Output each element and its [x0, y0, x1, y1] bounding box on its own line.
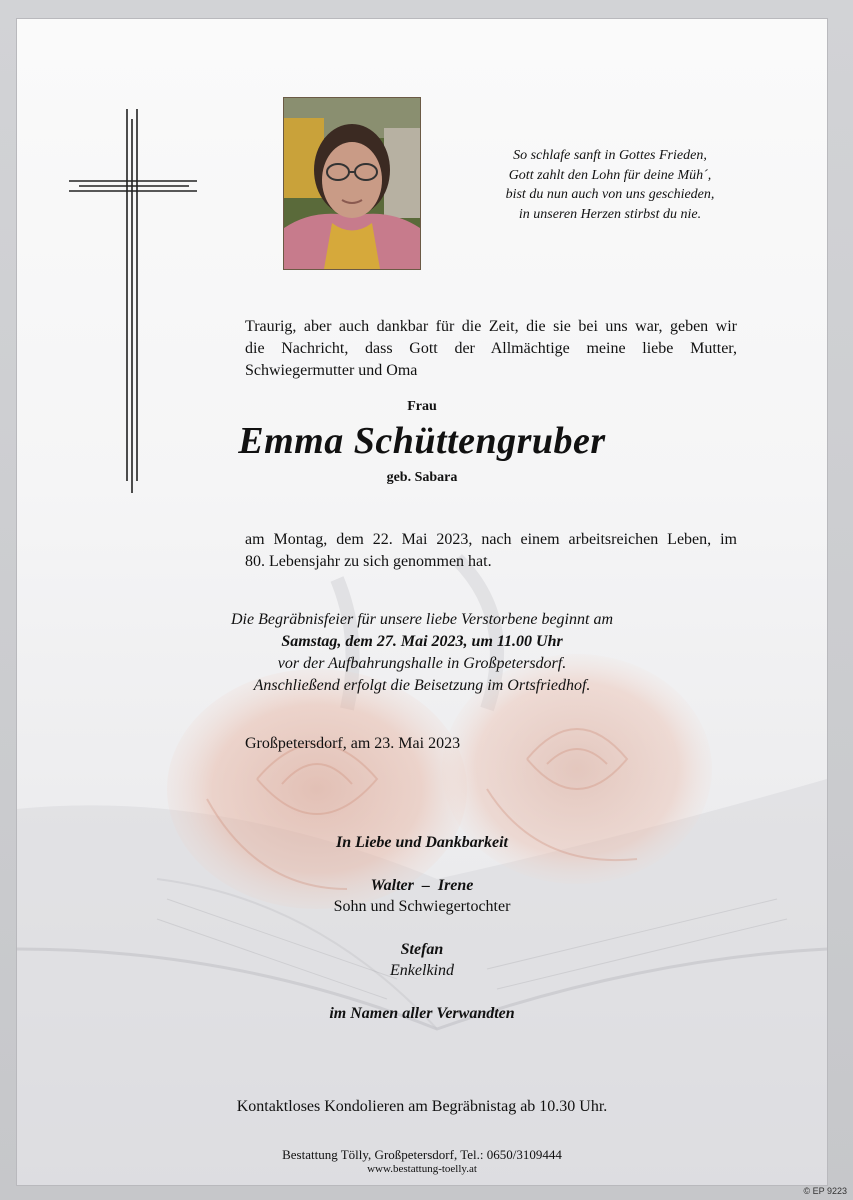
poem	[457, 146, 763, 224]
poem-line: Gott zahlt den Lohn für deine Müh´,	[508, 167, 712, 183]
obituary-sheet	[16, 18, 828, 1186]
intro-line: die Nachricht, dass Gott der Allmächtige meine liebe Mutter,	[245, 340, 737, 357]
mourner-relation: Sohn und Schwiegertochter	[333, 898, 511, 915]
portrait-photo	[283, 97, 421, 270]
poem-line: bist du nun auch von uns geschieden,	[505, 187, 715, 202]
website-link[interactable]: www.bestattung-toelly.at	[367, 1163, 477, 1175]
signoff-closing: im Namen aller Verwandten	[329, 1005, 515, 1022]
funeral-line: Die Begräbnisfeier für unsere liebe Verstorbene beginnt am	[231, 611, 613, 628]
poem-line: So schlafe sanft in Gottes Frieden,	[513, 148, 707, 163]
signoff-heading: In Liebe und Dankbarkeit	[335, 834, 508, 851]
mourner-relation: Enkelkind	[390, 962, 454, 979]
passing-text	[245, 529, 737, 573]
intro-line: Schwiegermutter und Oma	[245, 362, 418, 379]
passing-line: 80. Lebensjahr zu sich genommen hat.	[245, 553, 492, 570]
passing-line: am Montag, dem 22. Mai 2023, nach einem arbeitsreichen Leben, im	[245, 531, 737, 548]
footer	[17, 1147, 827, 1177]
mourner-name: Stefan	[400, 941, 444, 958]
honorific: Frau	[407, 399, 437, 414]
announcement-intro	[245, 316, 737, 382]
print-code: © EP 9223	[803, 1186, 847, 1196]
mourner-names: Walter – Irene	[370, 877, 474, 894]
place-date: Großpetersdorf, am 23. Mai 2023	[245, 735, 461, 752]
signoff	[17, 832, 827, 1024]
funeral-home: Bestattung Tölly, Großpetersdorf, Tel.: 0650/3109444	[282, 1147, 562, 1162]
poem-line: in unseren Herzen stirbst du nie.	[518, 206, 702, 222]
intro-line: Traurig, aber auch dankbar für die Zeit, die sie bei uns war, geben wir	[245, 318, 737, 335]
funeral-line: vor der Aufbahrungshalle in Großpetersdorf.	[277, 655, 567, 672]
funeral-line: Anschließend erfolgt die Beisetzung im Ortsfriedhof.	[253, 677, 591, 694]
deceased-name: Emma Schüttengruber	[238, 420, 606, 462]
condolence-note: Kontaktloses Kondolieren am Begräbnistag ab 10.30 Uhr.	[236, 1098, 608, 1115]
funeral-datetime: Samstag, dem 27. Mai 2023, um 11.00 Uhr	[281, 633, 563, 650]
birth-name: geb. Sabara	[386, 470, 458, 485]
funeral-details	[17, 609, 827, 697]
